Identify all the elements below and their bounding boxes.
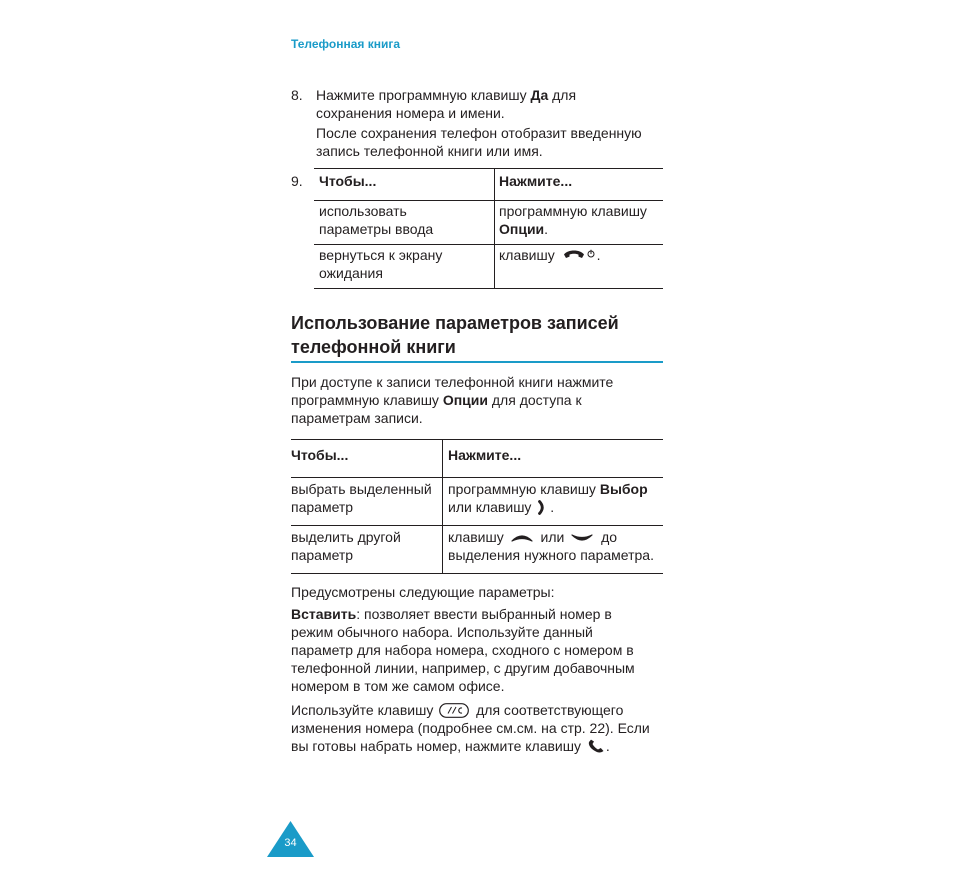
table-rule <box>291 477 663 478</box>
table-column-divider <box>494 168 495 289</box>
option-text: : позволяет ввести выбранный номер в режим обычного набора. Используйте данный параметр для набора номера, сходного с номером в телефонной линии, например, с другим добавочным номером в том же самом офисе. <box>291 606 635 694</box>
insert-edit-instruction <box>291 701 650 755</box>
insert-option-description <box>291 605 635 695</box>
cell-text: клавишу <box>448 529 508 545</box>
soft-key-options-label: Опции <box>442 392 488 408</box>
cell-text: клавишу <box>499 247 559 263</box>
up-key-icon <box>511 532 533 544</box>
table-cell-action: вернуться к экрану ожидания <box>319 247 443 281</box>
table-rule <box>314 288 663 289</box>
table-cell-action: использовать параметры ввода <box>319 203 434 237</box>
section-intro <box>291 373 613 427</box>
cell-text: программную клавишу <box>448 481 600 497</box>
cell-text-middle: или клавишу <box>448 499 532 515</box>
table-header-cell: Чтобы... <box>291 447 349 463</box>
table-cell-press <box>499 202 647 238</box>
table-cell-action: выбрать выделенный параметр <box>291 481 432 515</box>
intro-text-end: для доступа к параметрам записи. <box>291 392 582 426</box>
heading-underline <box>291 361 663 363</box>
table-header-cell: Нажмите... <box>448 447 522 463</box>
step-8-number: 8. <box>291 87 303 103</box>
send-key-icon <box>587 739 605 754</box>
table-cell-press <box>448 528 654 564</box>
table-header-cell: Нажмите... <box>499 173 573 189</box>
table-rule <box>291 439 663 440</box>
table-rule <box>291 525 663 526</box>
table-header-cell: Чтобы... <box>319 173 377 189</box>
table-cell-press <box>499 246 601 264</box>
step-8-text-end: для сохранения номера и имени. <box>316 87 577 121</box>
page-number: 34 <box>284 837 297 849</box>
end-key-icon <box>563 248 597 262</box>
table-rule <box>314 200 663 201</box>
table-rule <box>291 573 663 574</box>
running-header: Телефонная книга <box>291 37 401 51</box>
table-rule <box>314 168 663 169</box>
table-cell-press <box>448 480 648 516</box>
soft-key-select-label: Выбор <box>599 481 648 497</box>
edit-text-end: . <box>605 738 610 754</box>
cell-text-end: . <box>596 247 601 263</box>
cell-text-end: . <box>546 499 555 515</box>
cell-text-end: до выделения нужного параметра. <box>448 529 654 563</box>
soft-key-options-label: Опции <box>499 221 545 237</box>
c-key-icon <box>439 703 469 718</box>
table-column-divider <box>442 439 443 574</box>
cell-text-end: . <box>544 221 549 237</box>
step-8-text: Нажмите программную клавишу <box>316 87 531 103</box>
edit-text: Используйте клавишу <box>291 702 438 718</box>
step-8-note: После сохранения телефон отобразит введенную запись телефонной книги или имя. <box>316 125 642 159</box>
edit-text-middle: для соответствующего изменения номера (подробнее см.см. на стр. 22). Если вы готовы набрать номер, нажмите клавишу <box>291 702 650 754</box>
table-cell-action: выделить другой параметр <box>291 529 401 563</box>
ok-key-icon <box>537 500 546 515</box>
step-9-number: 9. <box>291 173 303 189</box>
option-name: Вставить <box>291 606 357 622</box>
intro-text: При доступе к записи телефонной книги нажмите программную клавишу <box>291 374 614 408</box>
down-key-icon <box>571 532 593 544</box>
step-8-instruction <box>316 86 576 122</box>
cell-text: программную клавишу <box>499 203 647 219</box>
soft-key-yes-label: Да <box>530 87 549 103</box>
table-rule <box>314 244 663 245</box>
section-heading: Использование параметров записей телефонной книги <box>291 313 619 357</box>
options-intro: Предусмотрены следующие параметры: <box>291 584 555 600</box>
cell-text-middle: или <box>536 529 569 545</box>
